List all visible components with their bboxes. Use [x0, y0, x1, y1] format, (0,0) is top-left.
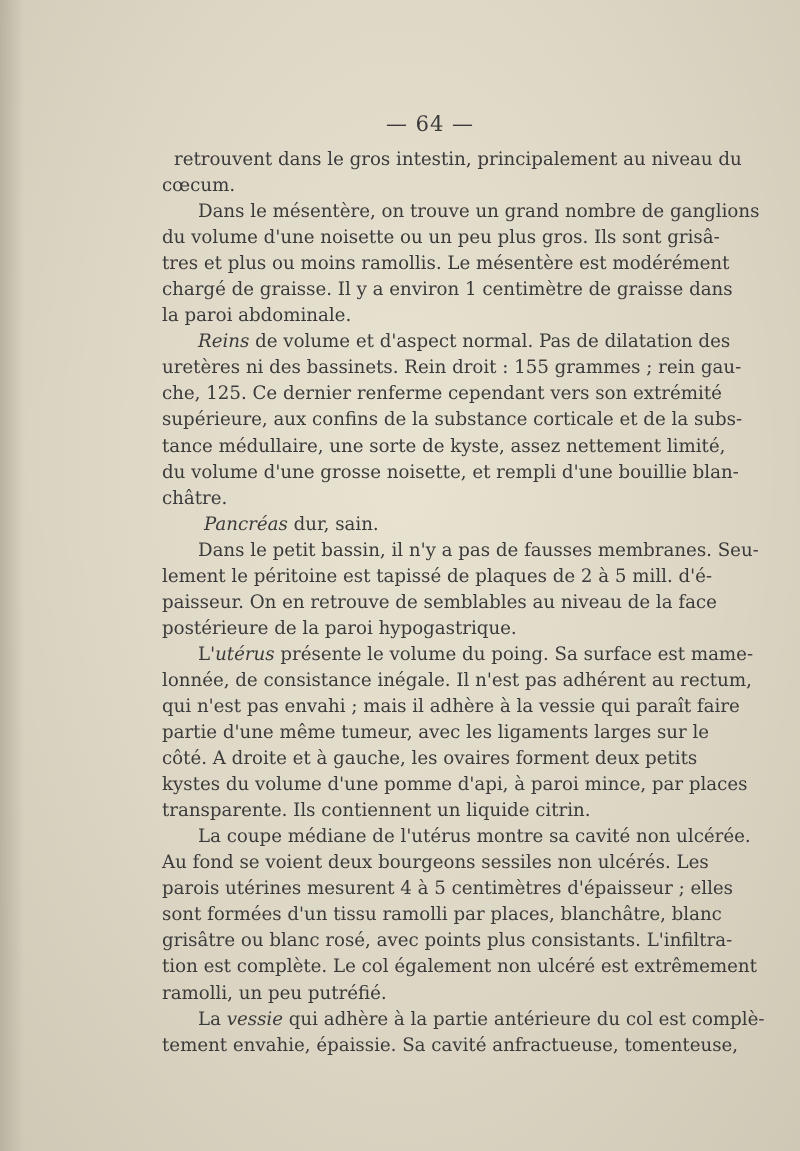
- text-segment: châtre.: [162, 487, 228, 509]
- text-segment: retrouvent dans le gros intestin, principalement au niveau du: [174, 149, 742, 170]
- text-line: [162, 746, 698, 772]
- page-edge-shadow: [0, 0, 24, 1151]
- text-segment: dur, sain.: [287, 513, 379, 535]
- emphasized-term: utérus: [215, 643, 275, 665]
- text-segment: sont formées d'un tissu ramolli par places, blanchâtre, blanc: [162, 904, 722, 926]
- text-segment: côté. A droite et à gauche, les ovaires forment deux petits: [162, 748, 698, 770]
- text-segment: tement envahie, épaissie. Sa cavité anfractueuse, tomenteuse,: [162, 1034, 739, 1056]
- text-line: [162, 1007, 765, 1033]
- text-line: [162, 277, 733, 303]
- text-segment: du volume d'une noisette ou un peu plus gros. Ils sont grisâ-: [162, 227, 720, 249]
- text-segment: lement le péritoine est tapissé de plaques de 2 à 5 mill. d'é-: [162, 565, 713, 587]
- text-line: [162, 460, 739, 486]
- text-segment: uretères ni des bassinets. Rein droit : 155 grammes ; rein gau-: [162, 357, 742, 379]
- text-line: [162, 512, 674, 538]
- text-segment: du volume d'une grosse noisette, et rempli d'une bouillie blan-: [162, 461, 739, 483]
- text-segment: che, 125. Ce dernier renferme cependant vers son extrémité: [162, 383, 722, 405]
- text-segment: transparente. Ils contiennent un liquide citrin.: [162, 800, 591, 822]
- text-line: [162, 772, 748, 798]
- text-line: [162, 954, 757, 980]
- text-line: [162, 486, 674, 512]
- text-segment: de volume et d'aspect normal. Pas de dilatation des: [249, 331, 731, 353]
- text-segment: supérieure, aux confins de la substance corticale et de la subs-: [162, 409, 743, 431]
- text-line: [162, 303, 674, 329]
- text-segment: qui adhère à la partie antérieure du col est complè-: [283, 1008, 765, 1030]
- text-segment: kystes du volume d'une pomme d'api, à paroi mince, par places: [162, 774, 748, 796]
- text-line: [162, 616, 674, 642]
- text-line: [162, 850, 709, 876]
- text-segment: présente le volume du poing. Sa surface est mame-: [274, 643, 754, 665]
- text-line: [162, 876, 734, 902]
- text-line: [162, 564, 713, 590]
- text-segment: Dans le mésentère, on trouve un grand nombre de ganglions: [198, 201, 760, 223]
- text-segment: chargé de graisse. Il y a environ 1 centimètre de graisse dans: [162, 279, 733, 301]
- text-line: [162, 590, 717, 616]
- text-line: [162, 355, 742, 381]
- page-number: — 64 —: [385, 112, 475, 136]
- text-line: [162, 902, 722, 928]
- text-line: [162, 173, 674, 199]
- text-segment: qui n'est pas envahi ; mais il adhère à la vessie qui paraît faire: [162, 695, 740, 717]
- text-line: [162, 251, 730, 277]
- text-segment: La: [198, 1008, 227, 1030]
- text-segment: Dans le petit bassin, il n'y a pas de fausses membranes. Seu-: [198, 539, 759, 561]
- text-line: [162, 981, 674, 1007]
- text-segment: partie d'une même tumeur, avec les ligaments larges sur le: [162, 722, 710, 744]
- text-segment: lonnée, de consistance inégale. Il n'est pas adhérent au rectum,: [162, 669, 752, 691]
- emphasized-term: Reins: [198, 331, 250, 353]
- text-segment: postérieure de la paroi hypogastrique.: [162, 617, 517, 639]
- text-line: [162, 694, 740, 720]
- text-line: [162, 538, 759, 564]
- text-line: [162, 1033, 739, 1059]
- text-segment: tance médullaire, une sorte de kyste, assez nettement limité,: [162, 435, 726, 457]
- text-line: [162, 329, 731, 355]
- text-segment: grisâtre ou blanc rosé, avec points plus consistants. L'infiltra-: [162, 930, 733, 952]
- text-segment: ramolli, un peu putréfié.: [162, 982, 387, 1004]
- text-segment: la paroi abdominale.: [162, 305, 352, 327]
- text-line: [162, 199, 760, 225]
- text-line: [162, 147, 742, 173]
- text-line: [162, 225, 720, 251]
- text-line: [162, 381, 722, 407]
- text-segment: tres et plus ou moins ramollis. Le mésentère est modérément: [162, 253, 730, 275]
- text-line: [162, 720, 710, 746]
- emphasized-term: vessie: [226, 1008, 283, 1030]
- text-segment: cœcum.: [162, 175, 236, 197]
- text-line: [162, 824, 751, 850]
- text-segment: L': [198, 643, 216, 665]
- text-line: [162, 928, 733, 954]
- text-line: [162, 668, 752, 694]
- text-segment: parois utérines mesurent 4 à 5 centimètres d'épaisseur ; elles: [162, 878, 734, 900]
- text-segment: Au fond se voient deux bourgeons sessiles non ulcérés. Les: [162, 852, 709, 874]
- text-segment: tion est complète. Le col également non ulcéré est extrêmement: [162, 956, 757, 978]
- text-line: [162, 407, 743, 433]
- emphasized-term: Pancréas: [204, 513, 288, 535]
- text-segment: La coupe médiane de l'utérus montre sa cavité non ulcérée.: [198, 826, 751, 848]
- text-line: [162, 434, 726, 460]
- text-line: [162, 798, 674, 824]
- body-text: [162, 147, 765, 1059]
- text-line: [162, 642, 754, 668]
- text-segment: paisseur. On en retrouve de semblables au niveau de la face: [162, 591, 717, 613]
